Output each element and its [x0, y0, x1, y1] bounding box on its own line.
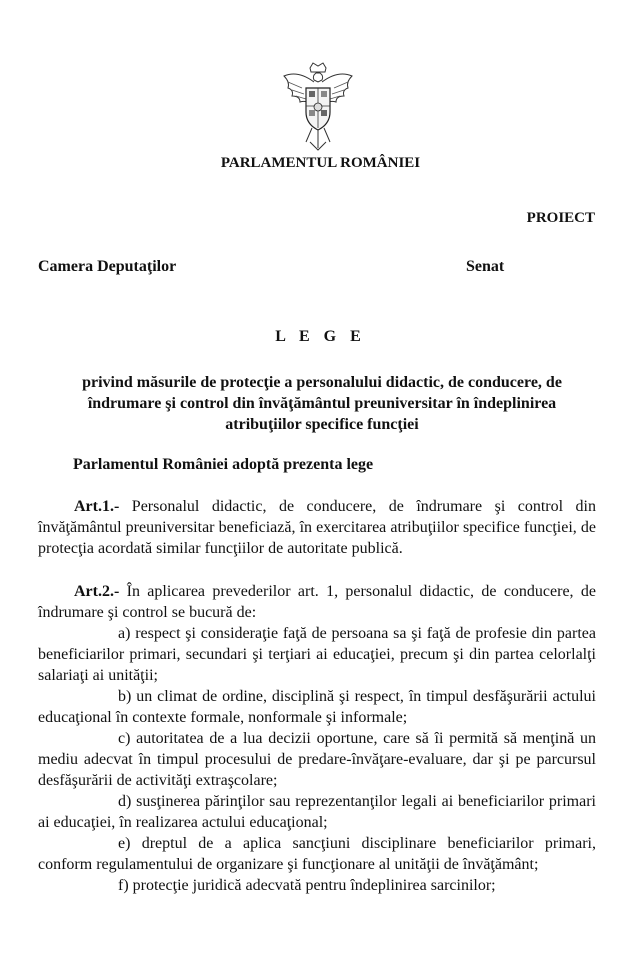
- institution-name: PARLAMENTUL ROMÂNIEI: [220, 155, 421, 171]
- chamber-senate: Senat: [466, 258, 505, 275]
- article-2-item-e: e) dreptul de a aplica sancţiuni disciplinare beneficiarilor primari, conform regulamentului de organizare şi funcţionare al unităţii de învăţământ;: [38, 835, 596, 873]
- article-2-item-b: b) un climat de ordine, disciplină şi respect, în timpul desfăşurării actului educaţional în contexte formale, nonformale şi informale;: [38, 688, 596, 726]
- article-2: [38, 581, 596, 896]
- article-2-intro-text: În aplicarea prevederilor art. 1, personalul didactic, de conducere, de îndrumare şi control se bucură de:: [38, 583, 596, 621]
- article-2-label: Art.2.-: [74, 583, 120, 600]
- article-2-item-a: a) respect şi consideraţie faţă de persoana sa şi faţă de profesie din partea beneficiarilor primari, secundari şi terţiari ai educaţiei, precum şi din partea celorlalţi salariaţi ai unităţii;: [38, 625, 596, 684]
- article-1: [38, 496, 596, 559]
- adoption-formula: Parlamentul României adoptă prezenta lege: [73, 456, 374, 473]
- article-2-item-d: d) susţinerea părinţilor sau reprezentanţilor legali ai beneficiarilor primari ai educaţiei, în realizarea actului educaţional;: [38, 793, 596, 831]
- article-1-label: Art.1.-: [74, 498, 120, 515]
- law-title: L E G E: [275, 328, 366, 345]
- romanian-coat-of-arms-icon: [280, 62, 356, 152]
- article-2-item-f: f) protecţie juridică adecvată pentru îndeplinirea sarcinilor;: [118, 877, 496, 894]
- law-subject: privind măsurile de protecţie a personalului didactic, de conducere, de îndrumare şi control din învăţământul preuniversitar în îndeplinirea atribuţiilor specifice funcţiei: [82, 374, 562, 433]
- article-1-text: Personalul didactic, de conducere, de îndrumare şi control din învăţământul preuniversitar beneficiază, în exercitarea atribuţiilor specifice funcţiei, de protecţia acordată similar funcţiilor de autoritate publică.: [38, 498, 596, 557]
- chamber-deputies: Camera Deputaţilor: [38, 258, 177, 275]
- article-2-item-c: c) autoritatea de a lua decizii oportune, care să îi permită să menţină un mediu adecvat în timpul procesului de predare-învăţare-evaluare, dar şi pe parcursul desfăşurării de activităţi extraşcolare;: [38, 730, 596, 789]
- document-status: PROIECT: [526, 210, 595, 226]
- article-2-intro: [38, 581, 596, 623]
